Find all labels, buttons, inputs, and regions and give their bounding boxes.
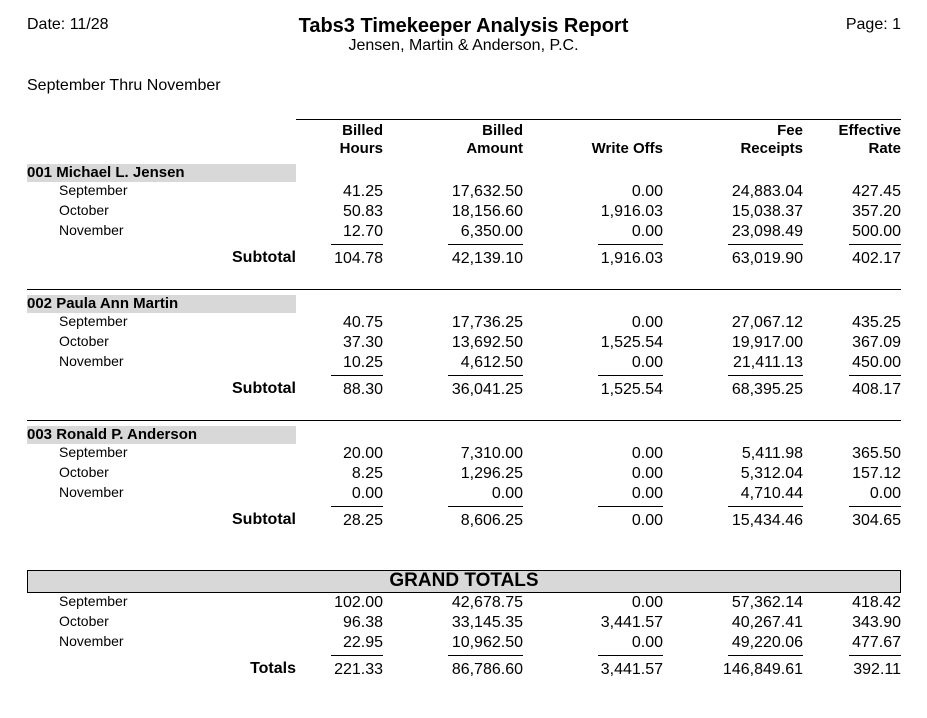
column-header-write-offs <box>533 122 663 158</box>
subtotal-rule <box>728 375 803 376</box>
month-value-fee-receipts: 4,710.44 <box>740 485 803 502</box>
subtotal-rule <box>849 506 901 507</box>
grand-value-write-offs: 0.00 <box>631 634 663 651</box>
column-header-line2: Receipts <box>740 140 803 157</box>
column-header-line2: Hours <box>339 140 383 157</box>
timekeeper-name: 002 Paula Ann Martin <box>27 295 179 312</box>
grand-value-fee-receipts: 40,267.41 <box>731 614 803 631</box>
month-value-fee-receipts: 15,038.37 <box>731 203 803 220</box>
month-value-write-offs: 0.00 <box>631 445 663 462</box>
subtotal-rule <box>598 244 663 245</box>
column-header-line1 <box>533 122 663 140</box>
subtotal-rule <box>849 375 901 376</box>
subtotal-rule <box>448 375 523 376</box>
grand-total-value-effective-rate: 392.11 <box>853 661 901 678</box>
month-label: November <box>59 222 124 238</box>
subtotal-rule <box>728 506 803 507</box>
month-value-effective-rate: 367.09 <box>852 334 901 351</box>
month-value-billed-hours: 20.00 <box>342 445 383 462</box>
grand-value-billed-hours: 22.95 <box>342 634 383 651</box>
column-header-line2: Rate <box>868 140 901 157</box>
subtotal-rule <box>331 655 383 656</box>
grand-value-billed-hours: 96.38 <box>342 614 383 631</box>
month-value-effective-rate: 157.12 <box>852 465 901 482</box>
subtotal-rule <box>448 244 523 245</box>
subtotal-label: Subtotal <box>232 511 296 528</box>
month-value-billed-amount: 18,156.60 <box>451 203 523 220</box>
subtotal-rule <box>849 655 901 656</box>
grand-value-effective-rate: 477.67 <box>852 634 901 651</box>
column-header-effective-rate <box>771 122 901 158</box>
subtotal-value-billed-amount: 36,041.25 <box>451 381 523 398</box>
month-value-billed-hours: 40.75 <box>342 314 383 331</box>
subtotal-rule <box>728 655 803 656</box>
month-value-billed-hours: 12.70 <box>342 223 383 240</box>
grand-total-value-write-offs: 3,441.57 <box>600 661 663 678</box>
grand-totals-title: GRAND TOTALS <box>389 570 539 591</box>
month-value-billed-hours: 0.00 <box>351 485 383 502</box>
subtotal-label: Subtotal <box>232 380 296 397</box>
month-value-fee-receipts: 5,312.04 <box>740 465 803 482</box>
subtotal-rule <box>448 506 523 507</box>
month-value-billed-hours: 10.25 <box>342 354 383 371</box>
month-value-billed-amount: 4,612.50 <box>460 354 523 371</box>
month-value-fee-receipts: 27,067.12 <box>731 314 803 331</box>
grand-total-value-billed-hours: 221.33 <box>334 661 383 678</box>
month-value-billed-hours: 37.30 <box>342 334 383 351</box>
subtotal-value-fee-receipts: 15,434.46 <box>731 512 803 529</box>
month-label: October <box>59 464 109 480</box>
month-label: October <box>59 202 109 218</box>
subtotal-rule <box>598 506 663 507</box>
grand-value-billed-amount: 42,678.75 <box>451 594 523 611</box>
month-value-billed-amount: 7,310.00 <box>460 445 523 462</box>
firm-name: Jensen, Martin & Anderson, P.C. <box>348 37 579 54</box>
month-value-write-offs: 0.00 <box>631 314 663 331</box>
month-value-fee-receipts: 19,917.00 <box>731 334 803 351</box>
month-value-effective-rate: 500.00 <box>852 223 901 240</box>
grand-value-write-offs: 3,441.57 <box>600 614 663 631</box>
month-label: September <box>59 444 128 460</box>
month-value-billed-amount: 6,350.00 <box>460 223 523 240</box>
grand-value-fee-receipts: 49,220.06 <box>731 634 803 651</box>
report-date: Date: 11/28 <box>27 16 109 33</box>
month-value-billed-amount: 0.00 <box>491 485 523 502</box>
subtotal-value-effective-rate: 402.17 <box>852 250 901 267</box>
subtotal-value-write-offs: 0.00 <box>631 512 663 529</box>
column-header-line2: Write Offs <box>591 140 663 157</box>
column-header-line1: Billed <box>342 122 383 139</box>
subtotal-rule <box>598 655 663 656</box>
grand-value-billed-amount: 33,145.35 <box>451 614 523 631</box>
month-label: November <box>59 633 124 649</box>
subtotal-rule <box>598 375 663 376</box>
subtotal-value-fee-receipts: 63,019.90 <box>731 250 803 267</box>
month-value-write-offs: 0.00 <box>631 223 663 240</box>
totals-label: Totals <box>250 660 296 677</box>
month-value-billed-amount: 1,296.25 <box>460 465 523 482</box>
month-value-write-offs: 0.00 <box>631 465 663 482</box>
subtotal-rule <box>849 244 901 245</box>
month-value-fee-receipts: 24,883.04 <box>731 183 803 200</box>
month-value-billed-hours: 50.83 <box>342 203 383 220</box>
column-header-billed-hours <box>253 122 383 158</box>
column-header-line2: Amount <box>466 140 523 157</box>
timekeeper-name: 001 Michael L. Jensen <box>27 164 185 181</box>
subtotal-value-write-offs: 1,525.54 <box>600 381 663 398</box>
month-value-billed-hours: 41.25 <box>342 183 383 200</box>
subtotal-rule <box>331 244 383 245</box>
subtotal-value-billed-hours: 28.25 <box>342 512 383 529</box>
section-divider <box>27 289 901 290</box>
month-value-fee-receipts: 23,098.49 <box>731 223 803 240</box>
column-header-line1: Fee <box>777 122 803 139</box>
month-value-effective-rate: 0.00 <box>869 485 901 502</box>
month-label: October <box>59 613 109 629</box>
month-value-effective-rate: 435.25 <box>852 314 901 331</box>
subtotal-value-effective-rate: 408.17 <box>852 381 901 398</box>
month-value-effective-rate: 427.45 <box>852 183 901 200</box>
month-value-billed-amount: 13,692.50 <box>451 334 523 351</box>
grand-value-billed-hours: 102.00 <box>334 594 383 611</box>
subtotal-value-billed-amount: 8,606.25 <box>460 512 523 529</box>
subtotal-value-fee-receipts: 68,395.25 <box>731 381 803 398</box>
grand-value-fee-receipts: 57,362.14 <box>731 594 803 611</box>
subtotal-value-billed-hours: 88.30 <box>342 381 383 398</box>
column-header-line1: Effective <box>838 122 901 139</box>
report-period: September Thru November <box>27 77 221 94</box>
header-rule <box>296 119 901 120</box>
month-value-billed-amount: 17,736.25 <box>451 314 523 331</box>
month-value-billed-amount: 17,632.50 <box>451 183 523 200</box>
month-value-write-offs: 0.00 <box>631 183 663 200</box>
grand-value-effective-rate: 418.42 <box>852 594 901 611</box>
month-label: September <box>59 593 128 609</box>
subtotal-label: Subtotal <box>232 249 296 266</box>
grand-value-effective-rate: 343.90 <box>852 614 901 631</box>
subtotal-value-billed-amount: 42,139.10 <box>451 250 523 267</box>
month-value-fee-receipts: 5,411.98 <box>741 445 803 462</box>
month-label: October <box>59 333 109 349</box>
month-label: November <box>59 353 124 369</box>
column-header-billed-amount <box>393 122 523 158</box>
month-value-write-offs: 1,525.54 <box>600 334 663 351</box>
month-label: November <box>59 484 124 500</box>
month-value-write-offs: 1,916.03 <box>600 203 663 220</box>
subtotal-rule <box>728 244 803 245</box>
month-value-effective-rate: 357.20 <box>852 203 901 220</box>
month-value-write-offs: 0.00 <box>631 485 663 502</box>
report-title: Tabs3 Timekeeper Analysis Report <box>298 15 629 37</box>
column-header-line1: Billed <box>482 122 523 139</box>
grand-total-value-fee-receipts: 146,849.61 <box>722 661 803 678</box>
section-divider <box>27 420 901 421</box>
month-value-effective-rate: 450.00 <box>852 354 901 371</box>
subtotal-value-write-offs: 1,916.03 <box>600 250 663 267</box>
timekeeper-name: 003 Ronald P. Anderson <box>27 426 198 443</box>
grand-value-write-offs: 0.00 <box>631 594 663 611</box>
page-number: Page: 1 <box>845 16 901 33</box>
month-value-billed-hours: 8.25 <box>351 465 383 482</box>
grand-total-value-billed-amount: 86,786.60 <box>451 661 523 678</box>
subtotal-rule <box>448 655 523 656</box>
subtotal-value-billed-hours: 104.78 <box>334 250 383 267</box>
subtotal-rule <box>331 375 383 376</box>
grand-value-billed-amount: 10,962.50 <box>451 634 523 651</box>
month-label: September <box>59 313 128 329</box>
subtotal-rule <box>331 506 383 507</box>
month-value-effective-rate: 365.50 <box>852 445 901 462</box>
month-value-fee-receipts: 21,411.13 <box>733 354 803 371</box>
subtotal-value-effective-rate: 304.65 <box>852 512 901 529</box>
month-label: September <box>59 182 128 198</box>
month-value-write-offs: 0.00 <box>631 354 663 371</box>
